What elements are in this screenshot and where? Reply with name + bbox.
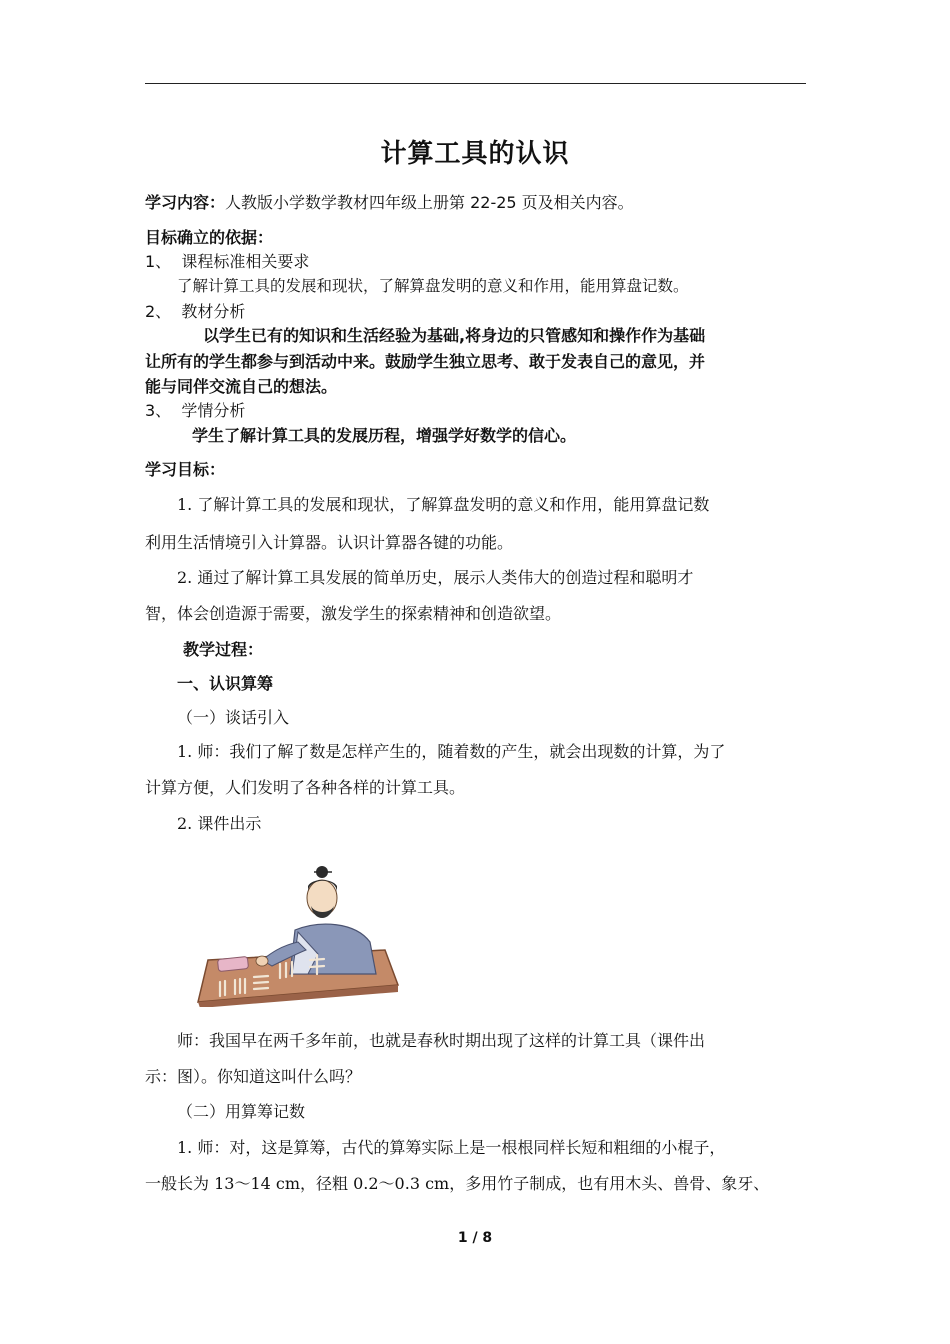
subsection-1-heading: （一）谈话引入: [177, 708, 290, 727]
objectives-line-2: 利用生活情境引入计算器。认识计算器各键的功能。: [145, 533, 514, 552]
basis-heading: 目标确立的依据：: [145, 228, 274, 247]
basis-item-3-heading: [145, 401, 245, 421]
subsection-2-heading: （二）用算筹记数: [177, 1102, 306, 1121]
process-heading: 教学过程：: [183, 640, 264, 659]
basis-item-num: 3、: [145, 401, 172, 420]
learning-content-text: 人教版小学数学教材四年级上册第 22-25 页及相关内容。: [225, 193, 634, 212]
section-1-heading: 一、认识算筹: [177, 674, 274, 693]
basis-item-num: 2、: [145, 302, 172, 321]
objectives-line-3: 2. 通过了解计算工具发展的简单历史，展示人类伟大的创造过程和聪明才: [177, 568, 694, 587]
header-rule: [145, 83, 806, 84]
objectives-line-4: 智，体会创造源于需要，激发学生的探索精神和创造欲望。: [145, 604, 562, 623]
basis-item-3-text: 学生了解计算工具的发展历程，增强学好数学的信心。: [192, 426, 577, 445]
basis-item-2-line-2: 让所有的学生都参与到活动中来。鼓励学生独立思考、敢于发表自己的意见，并: [145, 352, 706, 371]
basis-item-title: 教材分析: [181, 302, 246, 321]
basis-item-title: 学情分析: [181, 401, 246, 420]
basis-item-title: 课程标准相关要求: [181, 252, 310, 271]
counting-rods-illustration: [180, 842, 405, 1007]
paragraph-4-line-1: 1. 师：对，这是算筹，古代的算筹实际上是一根根同样长短和粗细的小棍子，: [177, 1138, 726, 1157]
learning-content: [145, 193, 634, 213]
paragraph-3-line-1: 师：我国早在两千多年前，也就是春秋时期出现了这样的计算工具（课件出: [177, 1031, 706, 1050]
paragraph-1-line-1: 1. 师：我们了解了数是怎样产生的，随着数的产生，就会出现数的计算，为了: [177, 742, 726, 761]
page-title: 计算工具的认识: [380, 139, 570, 169]
basis-item-1-heading: [145, 252, 309, 272]
objectives-heading: 学习目标：: [145, 460, 226, 479]
paragraph-3-line-2: 示：图）。你知道这叫什么吗？: [145, 1067, 362, 1086]
paragraph-2: 2. 课件出示: [177, 814, 262, 833]
basis-item-num: 1、: [145, 252, 172, 271]
paragraph-4-line-2: 一般长为 13～14 cm，径粗 0.2～0.3 cm，多用竹子制成，也有用木头、兽骨、象牙、: [145, 1174, 770, 1193]
basis-item-1-text: 了解计算工具的发展和现状，了解算盘发明的意义和作用，能用算盘记数。: [177, 277, 689, 295]
page-number: 1 / 8: [457, 1230, 493, 1246]
objectives-line-1: 1. 了解计算工具的发展和现状，了解算盘发明的意义和作用，能用算盘记数: [177, 495, 710, 514]
paragraph-1-line-2: 计算方便，人们发明了各种各样的计算工具。: [145, 778, 466, 797]
basis-item-2-heading: [145, 302, 245, 322]
basis-item-2-line-1: 以学生已有的知识和生活经验为基础,将身边的只管感知和操作作为基础: [203, 326, 706, 345]
learning-content-label: 学习内容：: [145, 193, 226, 212]
basis-item-2-line-3: 能与同伴交流自己的想法。: [145, 377, 338, 396]
